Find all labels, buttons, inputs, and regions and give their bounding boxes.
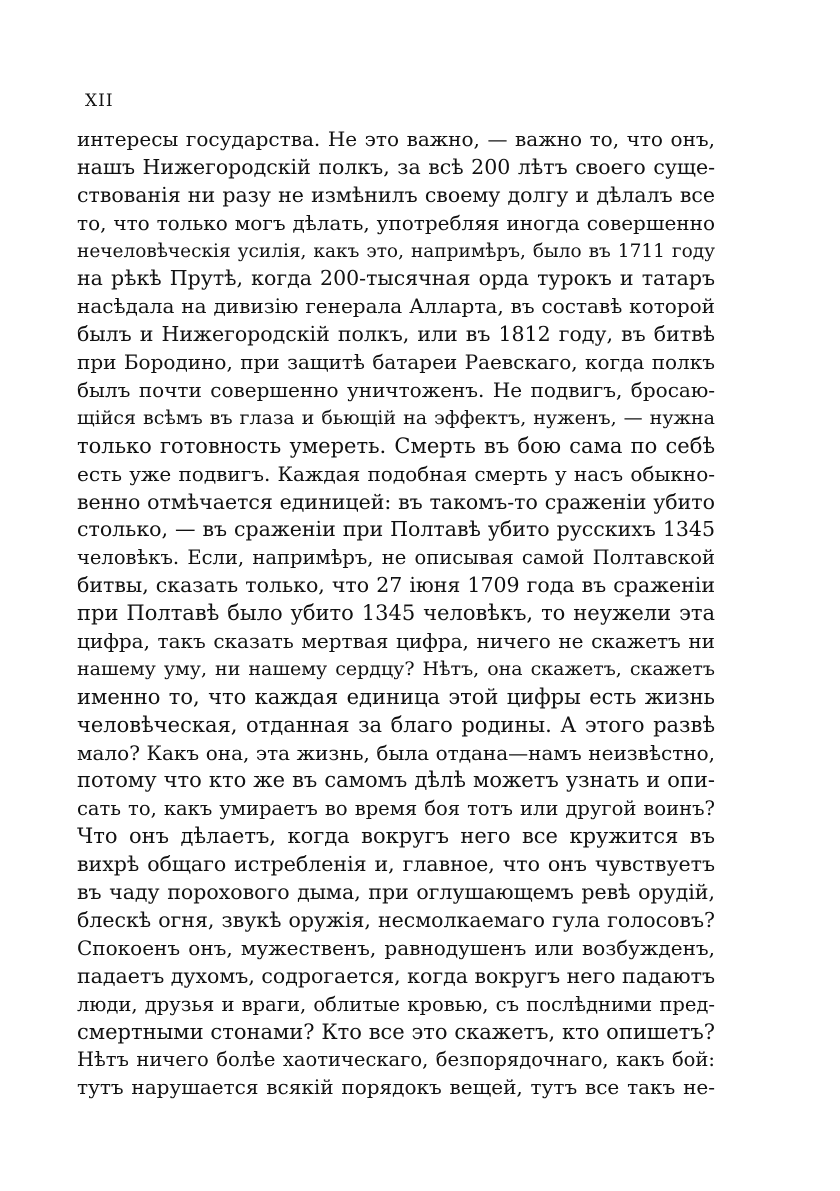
text-line: въ чаду порохового дыма, при оглушающемъ ревѣ орудій,	[77, 880, 715, 905]
text-line: Что онъ дѣлаетъ, когда вокругъ него все кружится въ	[77, 824, 715, 849]
text-line: нечеловѣческія усилія, какъ это, напримѣръ, было въ 1711 году	[77, 240, 715, 262]
text-line: есть уже подвигъ. Каждая подобная смерть у насъ обыкно-	[77, 461, 715, 486]
text-line: Спокоенъ онъ, мужественъ, равнодушенъ или возбужденъ,	[77, 935, 715, 960]
text-line: только готовность умереть. Смерть въ бою сама по себѣ	[77, 433, 715, 458]
text-line: цифра, такъ сказать мертвая цифра, ничего не скажетъ ни	[77, 629, 715, 654]
text-line: мало? Какъ она, эта жизнь, была отдана—намъ неизвѣстно,	[77, 740, 715, 765]
text-line: щійся всѣмъ въ глаза и бьющій на эффектъ, нуженъ, — нужна	[77, 406, 715, 429]
text-line: человѣкъ. Если, напримѣръ, не описывая самой Полтавской	[77, 546, 715, 570]
text-line: битвы, сказать только, что 27 іюня 1709 года въ сраженіи	[77, 573, 715, 598]
text-line: столько, — въ сраженіи при Полтавѣ убито русскихъ 1345	[77, 517, 715, 542]
text-line: венно отмѣчается единицей: въ такомъ-то сраженіи убито	[77, 489, 715, 514]
text-line: при Бородино, при защитѣ батареи Раевскаго, когда полкъ	[77, 350, 715, 375]
text-line: тутъ нарушается всякій порядокъ вещей, тутъ все такъ не-	[77, 1075, 715, 1100]
text-line: смертными стонами? Кто все это скажетъ, кто опишетъ?	[77, 1019, 715, 1044]
text-line: ствованія ни разу не измѣнилъ своему долгу и дѣлалъ все	[77, 182, 715, 207]
text-line: нашему уму, ни нашему сердцу? Нѣтъ, она скажетъ, скажетъ	[77, 657, 715, 680]
text-line: человѣческая, отданная за благо родины. А этого развѣ	[77, 712, 715, 737]
text-line: то, что только могъ дѣлать, употребляя иногда совершенно	[77, 210, 715, 235]
text-line: интересы государства. Не это важно, — важно то, что онъ,	[77, 127, 715, 151]
text-line: блескѣ огня, звукѣ оружія, несмолкаемаго гула голосовъ?	[77, 907, 715, 932]
page-number: XII	[85, 91, 114, 111]
text-line: вихрѣ общаго истребленія и, главное, что онъ чувствуетъ	[77, 852, 715, 877]
text-line: нашъ Нижегородскій полкъ, за всѣ 200 лѣтъ своего суще-	[77, 154, 715, 179]
text-line: именно то, что каждая единица этой цифры есть жизнь	[77, 684, 715, 709]
text-line: при Полтавѣ было убито 1345 человѣкъ, то неужели эта	[77, 601, 715, 626]
text-line: Нѣтъ ничего болѣе хаотическаго, безпорядочнаго, какъ бой:	[77, 1048, 715, 1072]
text-line: сать то, какъ умираетъ во время боя тотъ или другой воинъ?	[77, 797, 715, 821]
text-line: на рѣкѣ Прутѣ, когда 200-тысячная орда турокъ и татаръ	[77, 266, 715, 291]
text-line: былъ и Нижегородскій полкъ, или въ 1812 году, въ битвѣ	[77, 322, 715, 347]
text-line: былъ почти совершенно уничтоженъ. Не подвигъ, бросаю-	[77, 378, 715, 403]
text-line: потому что кто же въ самомъ дѣлѣ можетъ узнать и опи-	[77, 768, 715, 793]
text-line: насѣдала на дивизію генерала Аллартa, въ составѣ которой	[77, 294, 715, 319]
text-line: падаетъ духомъ, содрогается, когда вокругъ него падаютъ	[77, 963, 715, 988]
text-line: люди, друзья и враги, облитые кровью, съ послѣдними пред-	[77, 992, 715, 1016]
body-text	[77, 126, 715, 1102]
